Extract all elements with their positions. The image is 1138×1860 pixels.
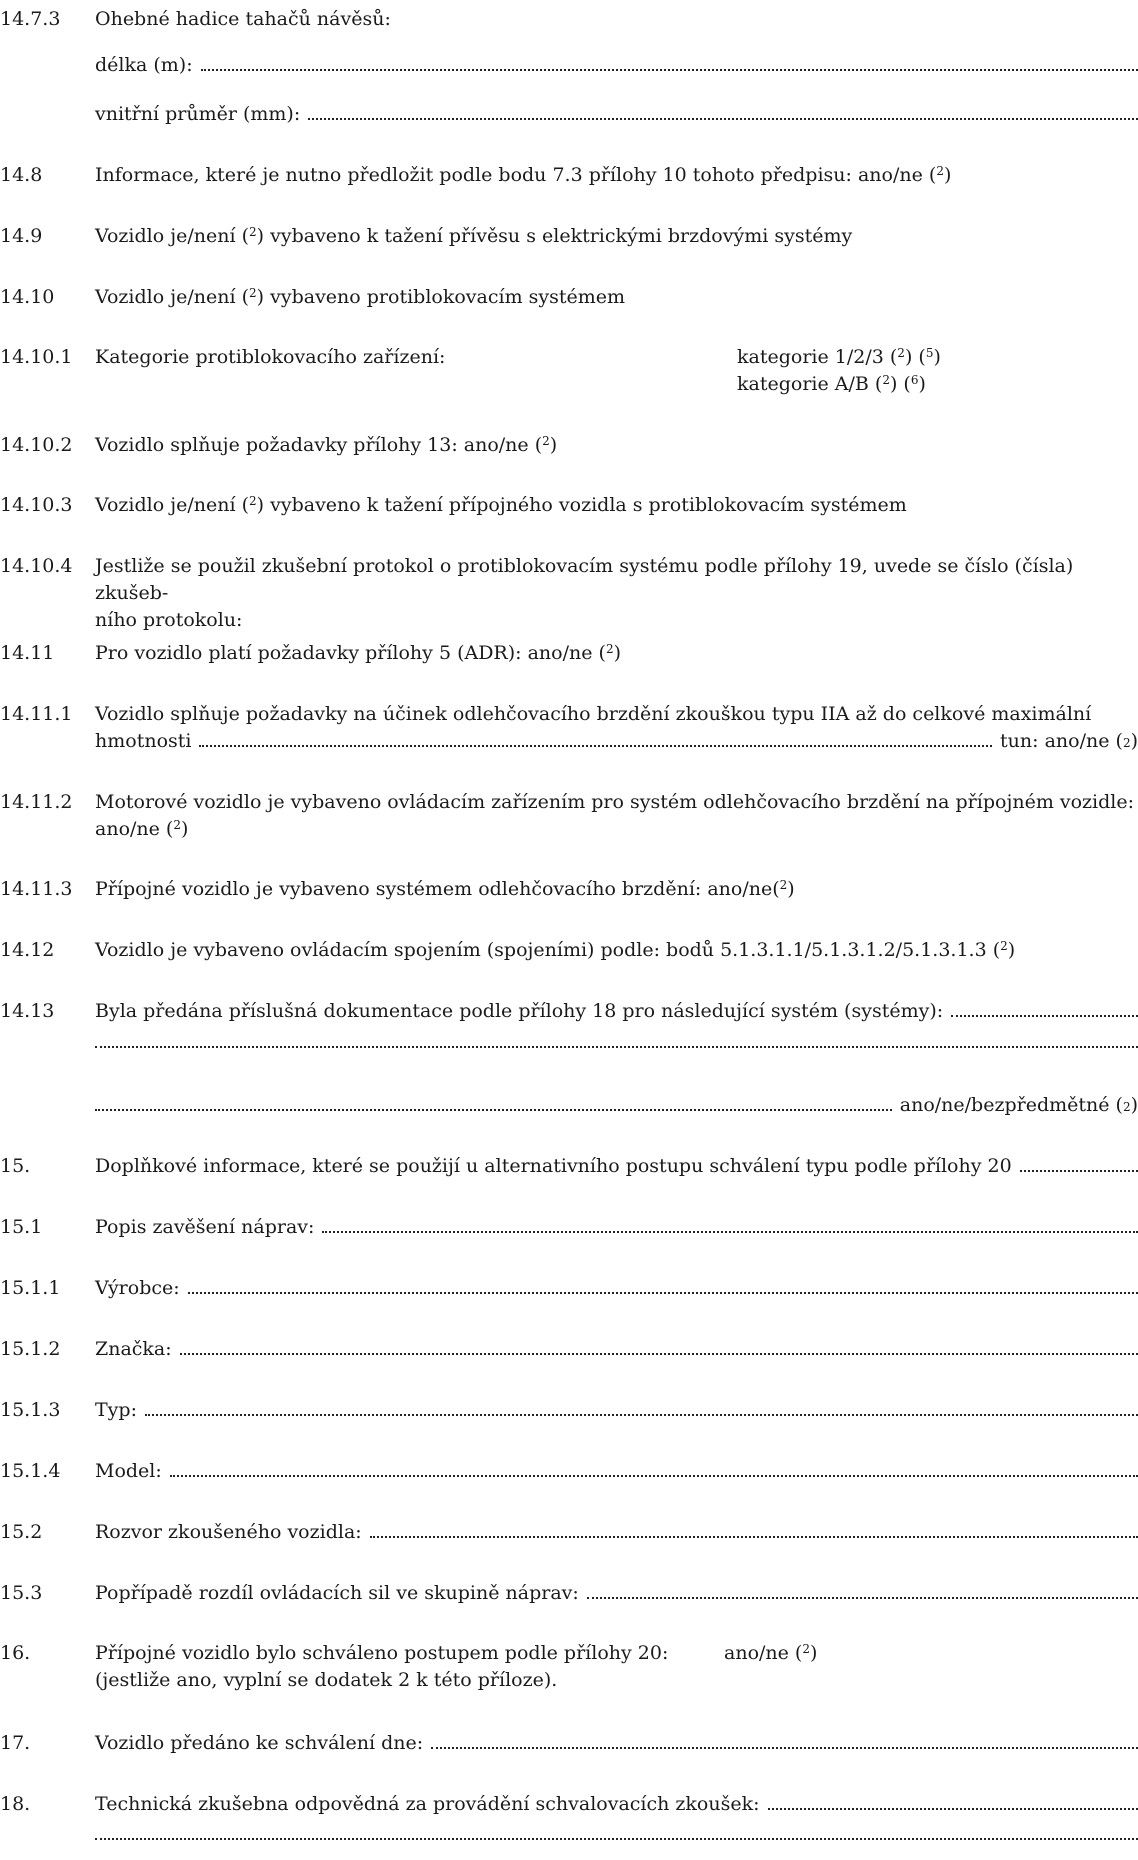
item-text: Kategorie protiblokovacího zařízení: <box>95 346 446 368</box>
fill-line[interactable] <box>308 118 1138 120</box>
item-text: Popis zavěšení náprav: <box>95 1216 315 1238</box>
footnote-ref: 2 <box>249 286 257 300</box>
item-number: 14.9 <box>0 225 43 247</box>
paren: ) <box>613 642 621 664</box>
option-text: kategorie A/B ( <box>737 373 883 395</box>
item-text: Značka: <box>95 1338 172 1360</box>
item-number: 14.11 <box>0 642 55 664</box>
item-text: tun: ano/ne ( <box>1000 730 1123 752</box>
item-number: 14.12 <box>0 939 55 961</box>
paren: ) <box>809 1642 818 1664</box>
fill-line[interactable] <box>199 745 992 747</box>
fill-line[interactable] <box>322 1231 1138 1233</box>
item-number: 14.10 <box>0 286 55 308</box>
item-number: 14.7.3 <box>0 8 61 30</box>
item-text: Vozidlo předáno ke schválení dne: <box>95 1732 424 1754</box>
item-text: Vozidlo je/není ( <box>95 494 250 516</box>
item-text: Pro vozidlo platí požadavky přílohy 5 (ADR): ano/ne ( <box>95 642 606 664</box>
item-text: Popřípadě rozdíl ovládacích sil ve skupině náprav: <box>95 1582 579 1604</box>
item-number: 18. <box>0 1793 31 1815</box>
fill-line[interactable] <box>951 1015 1138 1017</box>
paren: ) <box>1130 1094 1138 1116</box>
item-number: 15.1.2 <box>0 1338 61 1360</box>
footnote-ref: 2 <box>779 878 788 892</box>
item-number: 15.1 <box>0 1216 43 1238</box>
item-number: 14.10.4 <box>0 555 73 577</box>
fill-line[interactable] <box>768 1808 1138 1810</box>
item-text: Technická zkušebna odpovědná za provádění schvalovacích zkoušek: <box>95 1793 760 1815</box>
item-text: ) vybaveno k tažení přívěsu s elektrickými brzdovými systémy <box>256 225 853 247</box>
paren: ) <box>1007 939 1016 961</box>
item-text: Motorové vozidlo je vybaveno ovládacím zařízením pro systém odlehčovacího brzdění na přípojném vozidle: <box>95 791 1135 813</box>
item-number: 14.10.1 <box>0 346 73 368</box>
item-text: Vozidlo splňuje požadavky na účinek odlehčovacího brzdění zkouškou typu IIA až do celkové maximální <box>95 703 1092 725</box>
footnote-ref: 2 <box>249 494 257 508</box>
item-number: 16. <box>0 1642 31 1664</box>
fill-line[interactable] <box>170 1475 1138 1477</box>
fill-line[interactable] <box>180 1353 1138 1355</box>
fill-line[interactable] <box>188 1292 1138 1294</box>
footnote-ref: 2 <box>802 1642 810 1656</box>
paren: ) ( <box>904 346 926 368</box>
fill-line[interactable] <box>587 1597 1138 1599</box>
item-text: ano/ne/bezpředmětné ( <box>899 1094 1123 1116</box>
item-text: (jestliže ano, vyplní se dodatek 2 k této příloze). <box>95 1669 558 1691</box>
item-text: Vozidlo je/není ( <box>95 225 250 247</box>
field-label: vnitřní průměr (mm): <box>95 103 301 125</box>
item-text: Doplňkové informace, které se použijí u alternativního postupu schválení typu podle přílohy 20 <box>95 1155 1012 1177</box>
paren: ) <box>943 164 952 186</box>
item-number: 14.11.2 <box>0 791 73 813</box>
item-number: 14.10.3 <box>0 494 73 516</box>
item-text: ano/ne ( <box>95 818 174 840</box>
item-number: 15. <box>0 1155 31 1177</box>
footnote-ref: 2 <box>897 346 905 360</box>
item-number: 15.1.3 <box>0 1399 61 1421</box>
item-number: 17. <box>0 1732 31 1754</box>
item-text: ) vybaveno k tažení přípojného vozidla s protiblokovacím systémem <box>256 494 907 516</box>
item-number: 14.10.2 <box>0 434 73 456</box>
item-text: Jestliže se použil zkušební protokol o protiblokovacím systému podle přílohy 19, uvede se číslo (čísla) zkušeb- <box>95 555 1074 604</box>
category-options <box>737 344 941 398</box>
item-number: 15.2 <box>0 1521 43 1543</box>
option-text: ano/ne ( <box>724 1642 803 1664</box>
paren: ) <box>933 346 941 368</box>
paren: ) ( <box>889 373 911 395</box>
item-number: 14.8 <box>0 164 43 186</box>
footnote-ref: 2 <box>1000 939 1008 953</box>
item-text: Výrobce: <box>95 1277 180 1299</box>
item-text: Vozidlo splňuje požadavky přílohy 13: ano/ne ( <box>95 434 543 456</box>
paren: ) <box>1130 730 1138 752</box>
fill-line[interactable] <box>95 1046 1138 1048</box>
footnote-ref: 2 <box>542 434 550 448</box>
fill-line[interactable] <box>431 1747 1138 1749</box>
footnote-ref: 2 <box>605 642 614 656</box>
item-text: Typ: <box>95 1399 137 1421</box>
item-text: Ohebné hadice tahačů návěsů: <box>95 8 391 30</box>
item-number: 14.13 <box>0 1000 55 1022</box>
item-number: 14.11.3 <box>0 878 73 900</box>
fill-line[interactable] <box>370 1536 1138 1538</box>
fill-line[interactable] <box>1020 1170 1138 1172</box>
fill-line[interactable] <box>95 1109 892 1111</box>
footnote-ref: 2 <box>882 373 890 387</box>
footnote-ref: 6 <box>910 373 919 387</box>
option-text: kategorie 1/2/3 ( <box>737 346 898 368</box>
item-text: Rozvor zkoušeného vozidla: <box>95 1521 362 1543</box>
paren: ) <box>549 434 558 456</box>
item-text: Byla předána příslušná dokumentace podle přílohy 18 pro následující systém (systémy): <box>95 1000 944 1022</box>
item-number: 14.11.1 <box>0 703 73 725</box>
item-text: Model: <box>95 1460 162 1482</box>
item-text: ) vybaveno protiblokovacím systémem <box>256 286 626 308</box>
item-text: Vozidlo je/není ( <box>95 286 250 308</box>
fill-line[interactable] <box>95 1838 1138 1840</box>
footnote-ref: 2 <box>173 818 181 832</box>
paren: ) <box>180 818 189 840</box>
answer-options <box>724 1640 817 1667</box>
item-text: hmotnosti <box>95 730 192 752</box>
footnote-ref: 2 <box>249 225 257 239</box>
fill-line[interactable] <box>201 69 1138 71</box>
footnote-ref: 5 <box>925 346 934 360</box>
field-label: délka (m): <box>95 54 193 76</box>
item-text: Přípojné vozidlo je vybaveno systémem odlehčovacího brzdění: ano/ne( <box>95 878 780 900</box>
paren: ) <box>918 373 926 395</box>
item-number: 15.3 <box>0 1582 43 1604</box>
item-text: Vozidlo je vybaveno ovládacím spojením (spojeními) podle: bodů 5.1.3.1.1/5.1.3.1.2/5.1.3.1.3 ( <box>95 939 1001 961</box>
item-text: ního protokolu: <box>95 609 243 631</box>
item-number: 15.1.1 <box>0 1277 61 1299</box>
item-text: Informace, které je nutno předložit podle bodu 7.3 přílohy 10 tohoto předpisu: ano/ne ( <box>95 164 937 186</box>
paren: ) <box>787 878 795 900</box>
fill-line[interactable] <box>145 1414 1138 1416</box>
item-text: Přípojné vozidlo bylo schváleno postupem podle přílohy 20: <box>95 1642 669 1664</box>
footnote-ref: 2 <box>936 164 944 178</box>
item-number: 15.1.4 <box>0 1460 61 1482</box>
